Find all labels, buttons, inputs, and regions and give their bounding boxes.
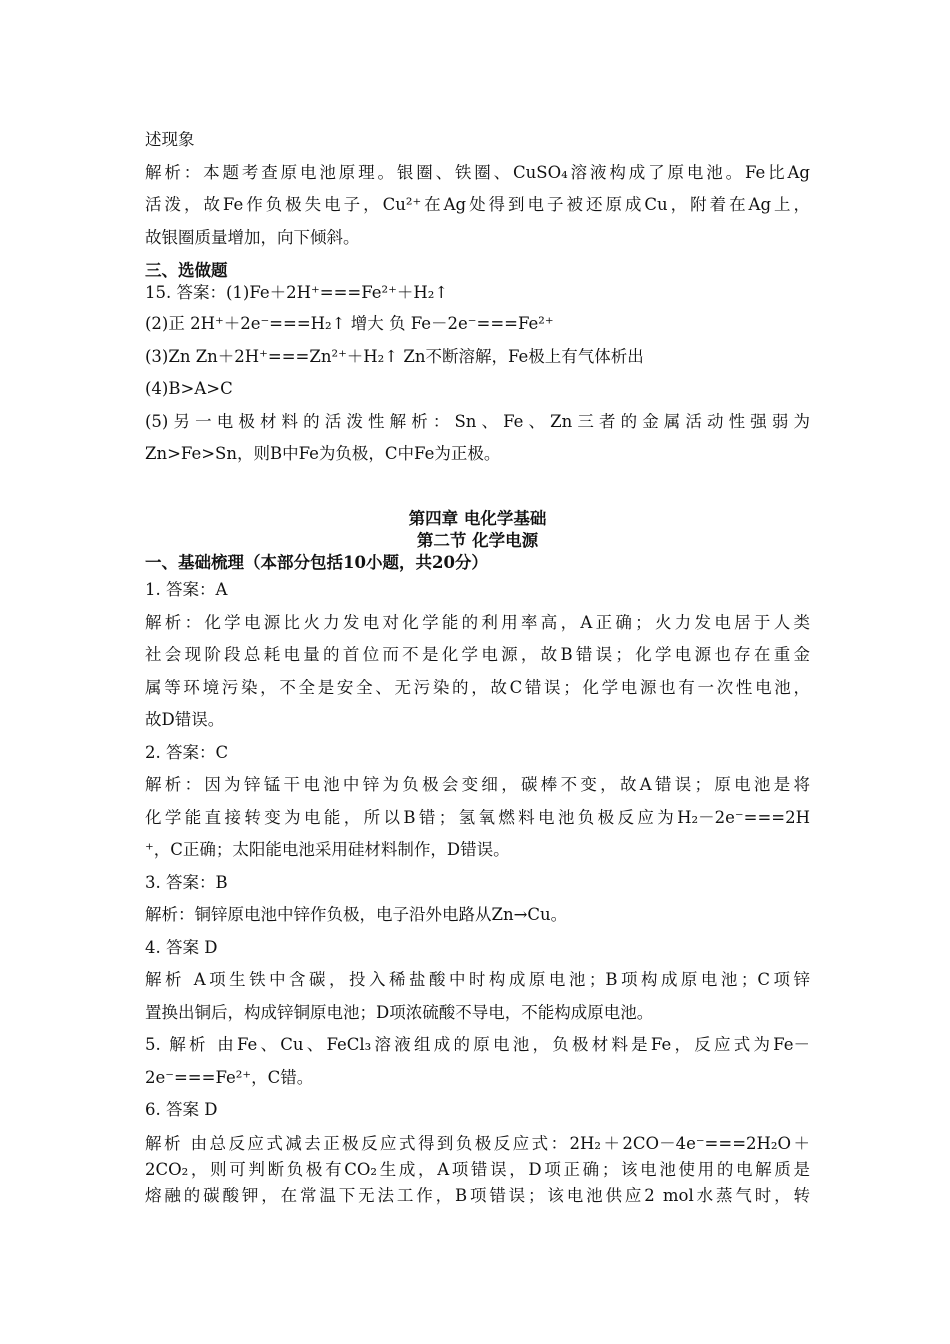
text-line: 熔融的碳酸钾，在常温下无法工作，B项错误；该电池供应2 mol水蒸气时，转 [145,1185,810,1205]
text-line: 5. 解析 由Fe、Cu、FeCl₃溶液组成的原电池，负极材料是Fe，反应式为Fe－ [145,1035,810,1054]
text-line: 15. 答案：(1)Fe＋2H⁺===Fe²⁺＋H₂↑ [145,283,449,302]
text-line: 6. 答案 D [145,1100,218,1119]
text-line: (2)正 2H⁺＋2e⁻===H₂↑ 增大 负 Fe－2e⁻===Fe²⁺ [145,314,554,333]
text-line: 解析：化学电源比火力发电对化学能的利用率高，A正确；火力发电居于人类 [145,612,810,632]
text-line: 解析：因为锌锰干电池中锌为负极会变细，碳棒不变，故A错误；原电池是将 [145,775,810,794]
text-line: 属等环境污染，不全是安全、无污染的，故C错误；化学电源也有一次性电池， [145,677,810,697]
section-heading: 三、选做题 [145,261,228,280]
text-line: 2e⁻===Fe²⁺，C错。 [145,1067,314,1087]
text-line: 述现象 [145,130,195,149]
chapter-title: 第四章 电化学基础 [408,509,547,528]
text-line: 2CO₂，则可判断负极有CO₂生成，A项错误，D项正确；该电池使用的电解质是 [145,1159,810,1179]
text-line: (5)另一电极材料的活泼性解析：Sn、Fe、Zn三者的金属活动性强弱为 [145,411,810,431]
text-line: 4. 答案 D [145,937,218,957]
text-line: 解析：本题考查原电池原理。银圈、铁圈、CuSO₄溶液构成了原电池。Fe比Ag [145,162,810,182]
text-line: 2. 答案：C [145,742,229,762]
text-line: 置换出铜后，构成锌铜原电池；D项浓硫酸不导电，不能构成原电池。 [145,1002,654,1022]
text-line: 故银圈质量增加，向下倾斜。 [145,227,360,247]
section-heading-label: 一、基础梳理（本部分包括10小题，共20分） [145,553,488,572]
text-line: 活泼，故Fe作负极失电子，Cu²⁺在Ag处得到电子被还原成Cu，附着在Ag上， [145,195,810,214]
text-line: (3)Zn Zn＋2H⁺===Zn²⁺＋H₂↑ Zn不断溶解，Fe极上有气体析出 [145,346,644,366]
section-heading [145,552,810,574]
text-line: (4)B>A>C [145,379,233,398]
text-line: 化学能直接转变为电能，所以B错；氢氧燃料电池负极反应为H₂－2e⁻===2H [145,807,810,827]
text-line: 故D错误。 [145,710,225,729]
text-line: 3. 答案：B [145,872,228,892]
text-line: ⁺，C正确；太阳能电池采用硅材料制作，D错误。 [145,840,510,859]
text-line: 解析 由总反应式减去正极反应式得到负极反应式：2H₂＋2CO－4e⁻===2H₂O＋ [145,1133,810,1153]
document-page [145,124,810,1207]
text-line: 1. 答案：A [145,580,228,599]
section-title: 第二节 化学电源 [416,531,539,550]
text-line: Zn>Fe>Sn，则B中Fe为负极，C中Fe为正极。 [145,444,501,463]
text-line: 社会现阶段总耗电量的首位而不是化学电源，故B错误；化学电源也存在重金 [145,645,810,664]
text-line: 解析：铜锌原电池中锌作负极，电子沿外电路从Zn→Cu。 [145,905,568,924]
text-line: 解析 A项生铁中含碳，投入稀盐酸中时构成原电池；B项构成原电池；C项锌 [145,970,810,989]
blank-line [145,471,810,504]
